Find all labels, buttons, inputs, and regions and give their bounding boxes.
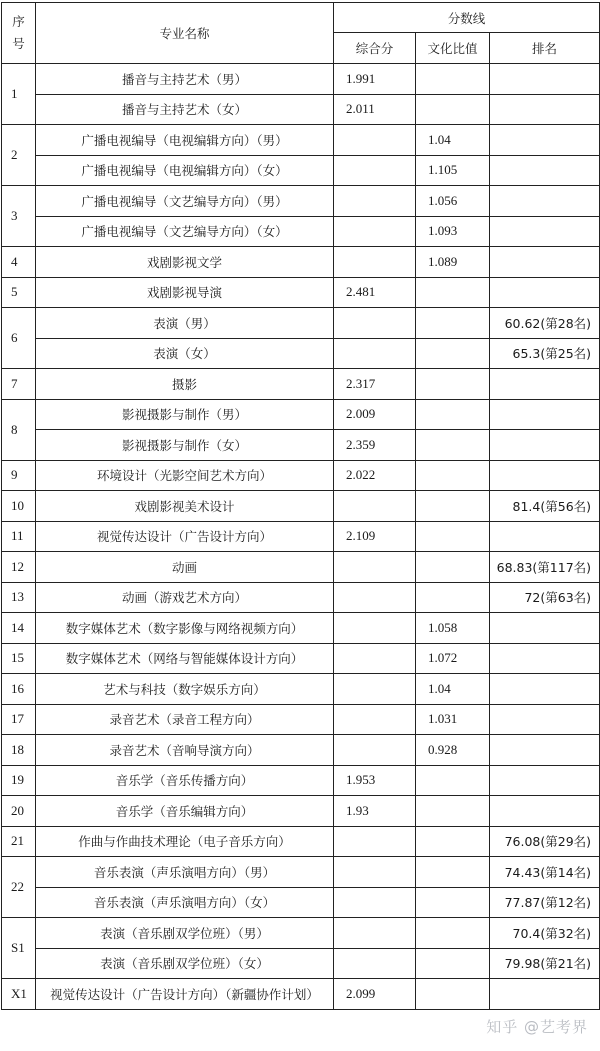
table-row	[2, 247, 600, 278]
composite-header: 综合分	[334, 33, 416, 64]
row-seq: S1	[2, 918, 36, 979]
row-major-name: 广播电视编导（电视编辑方向）（女）	[36, 155, 334, 186]
rank-header: 排名	[490, 33, 600, 64]
row-seq: 5	[2, 277, 36, 308]
row-culture-ratio	[416, 338, 490, 369]
table-row	[2, 643, 600, 674]
table-row	[2, 277, 600, 308]
row-rank	[490, 186, 600, 217]
row-culture-ratio	[416, 277, 490, 308]
row-major-name: 表演（音乐剧双学位班）（男）	[36, 918, 334, 949]
row-major-name: 播音与主持艺术（男）	[36, 64, 334, 95]
culture-ratio-header: 文化比值	[416, 33, 490, 64]
row-culture-ratio	[416, 308, 490, 339]
row-major-name: 广播电视编导（电视编辑方向）（男）	[36, 125, 334, 156]
row-culture-ratio	[416, 430, 490, 461]
row-culture-ratio: 0.928	[416, 735, 490, 766]
row-major-name: 广播电视编导（文艺编导方向）（女）	[36, 216, 334, 247]
row-composite	[334, 643, 416, 674]
row-rank: 74.43(第14名)	[490, 857, 600, 888]
row-major-name: 摄影	[36, 369, 334, 400]
row-rank	[490, 765, 600, 796]
table-row	[2, 704, 600, 735]
row-rank: 68.83(第117名)	[490, 552, 600, 583]
row-seq: 11	[2, 521, 36, 552]
row-culture-ratio	[416, 796, 490, 827]
row-seq: 3	[2, 186, 36, 247]
row-major-name: 音乐表演（声乐演唱方向）（女）	[36, 887, 334, 918]
row-composite	[334, 948, 416, 979]
row-composite: 2.011	[334, 94, 416, 125]
row-rank: 65.3(第25名)	[490, 338, 600, 369]
row-composite	[334, 582, 416, 613]
row-culture-ratio	[416, 369, 490, 400]
row-major-name: 表演（男）	[36, 308, 334, 339]
row-composite	[334, 613, 416, 644]
major-header: 专业名称	[36, 3, 334, 64]
row-culture-ratio	[416, 460, 490, 491]
row-seq: 22	[2, 857, 36, 918]
row-composite: 1.93	[334, 796, 416, 827]
row-seq: 15	[2, 643, 36, 674]
row-culture-ratio: 1.093	[416, 216, 490, 247]
row-rank: 76.08(第29名)	[490, 826, 600, 857]
table-row	[2, 735, 600, 766]
row-composite	[334, 491, 416, 522]
row-culture-ratio: 1.072	[416, 643, 490, 674]
row-seq: 1	[2, 64, 36, 125]
row-culture-ratio: 1.058	[416, 613, 490, 644]
row-composite: 1.953	[334, 765, 416, 796]
row-composite: 2.481	[334, 277, 416, 308]
row-culture-ratio: 1.031	[416, 704, 490, 735]
score-line-header: 分数线	[334, 3, 600, 33]
row-rank	[490, 125, 600, 156]
row-major-name: 视觉传达设计（广告设计方向）	[36, 521, 334, 552]
row-major-name: 艺术与科技（数字娱乐方向）	[36, 674, 334, 705]
row-major-name: 动画（游戏艺术方向）	[36, 582, 334, 613]
row-culture-ratio: 1.04	[416, 125, 490, 156]
row-rank: 81.4(第56名)	[490, 491, 600, 522]
row-rank	[490, 369, 600, 400]
row-composite: 2.022	[334, 460, 416, 491]
row-rank: 77.87(第12名)	[490, 887, 600, 918]
table-row	[2, 765, 600, 796]
row-seq: 12	[2, 552, 36, 583]
row-rank	[490, 521, 600, 552]
row-culture-ratio	[416, 887, 490, 918]
row-rank	[490, 430, 600, 461]
table-row	[2, 369, 600, 400]
table-row	[2, 460, 600, 491]
table-row	[2, 216, 600, 247]
row-composite	[334, 247, 416, 278]
row-culture-ratio	[416, 94, 490, 125]
row-culture-ratio	[416, 979, 490, 1010]
row-major-name: 戏剧影视文学	[36, 247, 334, 278]
row-major-name: 动画	[36, 552, 334, 583]
row-composite	[334, 338, 416, 369]
row-rank	[490, 277, 600, 308]
row-major-name: 戏剧影视导演	[36, 277, 334, 308]
row-rank	[490, 704, 600, 735]
row-major-name: 录音艺术（录音工程方向）	[36, 704, 334, 735]
row-major-name: 视觉传达设计（广告设计方向）（新疆协作计划）	[36, 979, 334, 1010]
row-composite	[334, 125, 416, 156]
table-row	[2, 308, 600, 339]
row-composite	[334, 826, 416, 857]
row-rank	[490, 613, 600, 644]
row-composite	[334, 674, 416, 705]
row-culture-ratio	[416, 64, 490, 95]
row-culture-ratio: 1.056	[416, 186, 490, 217]
row-major-name: 影视摄影与制作（男）	[36, 399, 334, 430]
row-major-name: 表演（音乐剧双学位班）（女）	[36, 948, 334, 979]
row-seq: 19	[2, 765, 36, 796]
table-row	[2, 826, 600, 857]
row-rank	[490, 94, 600, 125]
row-composite: 2.099	[334, 979, 416, 1010]
row-seq: 14	[2, 613, 36, 644]
row-rank: 72(第63名)	[490, 582, 600, 613]
row-culture-ratio	[416, 582, 490, 613]
row-seq: 8	[2, 399, 36, 460]
row-composite: 2.359	[334, 430, 416, 461]
table-row	[2, 887, 600, 918]
row-culture-ratio: 1.04	[416, 674, 490, 705]
table-row	[2, 338, 600, 369]
table-row	[2, 948, 600, 979]
row-major-name: 数字媒体艺术（网络与智能媒体设计方向）	[36, 643, 334, 674]
table-row	[2, 125, 600, 156]
row-composite	[334, 735, 416, 766]
row-culture-ratio: 1.089	[416, 247, 490, 278]
score-table	[1, 2, 600, 1010]
row-rank	[490, 155, 600, 186]
table-row	[2, 155, 600, 186]
row-composite	[334, 887, 416, 918]
row-major-name: 作曲与作曲技术理论（电子音乐方向）	[36, 826, 334, 857]
row-composite: 2.109	[334, 521, 416, 552]
row-composite	[334, 918, 416, 949]
table-row	[2, 491, 600, 522]
row-major-name: 音乐学（音乐编辑方向）	[36, 796, 334, 827]
row-composite	[334, 216, 416, 247]
row-culture-ratio	[416, 765, 490, 796]
row-composite	[334, 857, 416, 888]
row-composite	[334, 155, 416, 186]
row-seq: 18	[2, 735, 36, 766]
row-composite: 1.991	[334, 64, 416, 95]
row-seq: 17	[2, 704, 36, 735]
row-seq: 4	[2, 247, 36, 278]
row-major-name: 录音艺术（音响导演方向）	[36, 735, 334, 766]
row-rank	[490, 216, 600, 247]
row-culture-ratio	[416, 826, 490, 857]
row-composite	[334, 552, 416, 583]
table-row	[2, 582, 600, 613]
table-body	[2, 64, 600, 1010]
table-row	[2, 857, 600, 888]
row-culture-ratio: 1.105	[416, 155, 490, 186]
row-rank	[490, 460, 600, 491]
row-culture-ratio	[416, 491, 490, 522]
row-seq: 7	[2, 369, 36, 400]
row-culture-ratio	[416, 552, 490, 583]
row-seq: 10	[2, 491, 36, 522]
row-culture-ratio	[416, 948, 490, 979]
seq-header: 序号	[2, 3, 36, 64]
table-row	[2, 186, 600, 217]
row-culture-ratio	[416, 918, 490, 949]
row-seq: X1	[2, 979, 36, 1010]
row-major-name: 音乐表演（声乐演唱方向）（男）	[36, 857, 334, 888]
row-culture-ratio	[416, 521, 490, 552]
row-seq: 6	[2, 308, 36, 369]
row-seq: 13	[2, 582, 36, 613]
row-rank	[490, 643, 600, 674]
row-culture-ratio	[416, 399, 490, 430]
row-rank: 60.62(第28名)	[490, 308, 600, 339]
row-composite	[334, 186, 416, 217]
row-seq: 9	[2, 460, 36, 491]
row-seq: 16	[2, 674, 36, 705]
row-major-name: 广播电视编导（文艺编导方向）（男）	[36, 186, 334, 217]
table-row	[2, 918, 600, 949]
table-row	[2, 613, 600, 644]
row-composite: 2.317	[334, 369, 416, 400]
table-row	[2, 64, 600, 95]
table-row	[2, 430, 600, 461]
table-row	[2, 521, 600, 552]
row-major-name: 影视摄影与制作（女）	[36, 430, 334, 461]
row-culture-ratio	[416, 857, 490, 888]
row-rank	[490, 247, 600, 278]
row-major-name: 表演（女）	[36, 338, 334, 369]
row-composite	[334, 308, 416, 339]
watermark: 知乎 @艺考界	[486, 1018, 588, 1036]
row-rank	[490, 735, 600, 766]
row-rank	[490, 796, 600, 827]
table-row	[2, 796, 600, 827]
row-rank: 70.4(第32名)	[490, 918, 600, 949]
table-row	[2, 674, 600, 705]
row-rank	[490, 64, 600, 95]
table-row	[2, 94, 600, 125]
row-major-name: 数字媒体艺术（数字影像与网络视频方向）	[36, 613, 334, 644]
row-composite: 2.009	[334, 399, 416, 430]
row-major-name: 播音与主持艺术（女）	[36, 94, 334, 125]
row-seq: 2	[2, 125, 36, 186]
row-seq: 20	[2, 796, 36, 827]
row-rank	[490, 674, 600, 705]
table-row	[2, 552, 600, 583]
row-seq: 21	[2, 826, 36, 857]
row-rank: 79.98(第21名)	[490, 948, 600, 979]
row-major-name: 戏剧影视美术设计	[36, 491, 334, 522]
table-row	[2, 399, 600, 430]
table-row	[2, 979, 600, 1010]
row-rank	[490, 979, 600, 1010]
row-rank	[490, 399, 600, 430]
row-composite	[334, 704, 416, 735]
row-major-name: 音乐学（音乐传播方向）	[36, 765, 334, 796]
row-major-name: 环境设计（光影空间艺术方向）	[36, 460, 334, 491]
